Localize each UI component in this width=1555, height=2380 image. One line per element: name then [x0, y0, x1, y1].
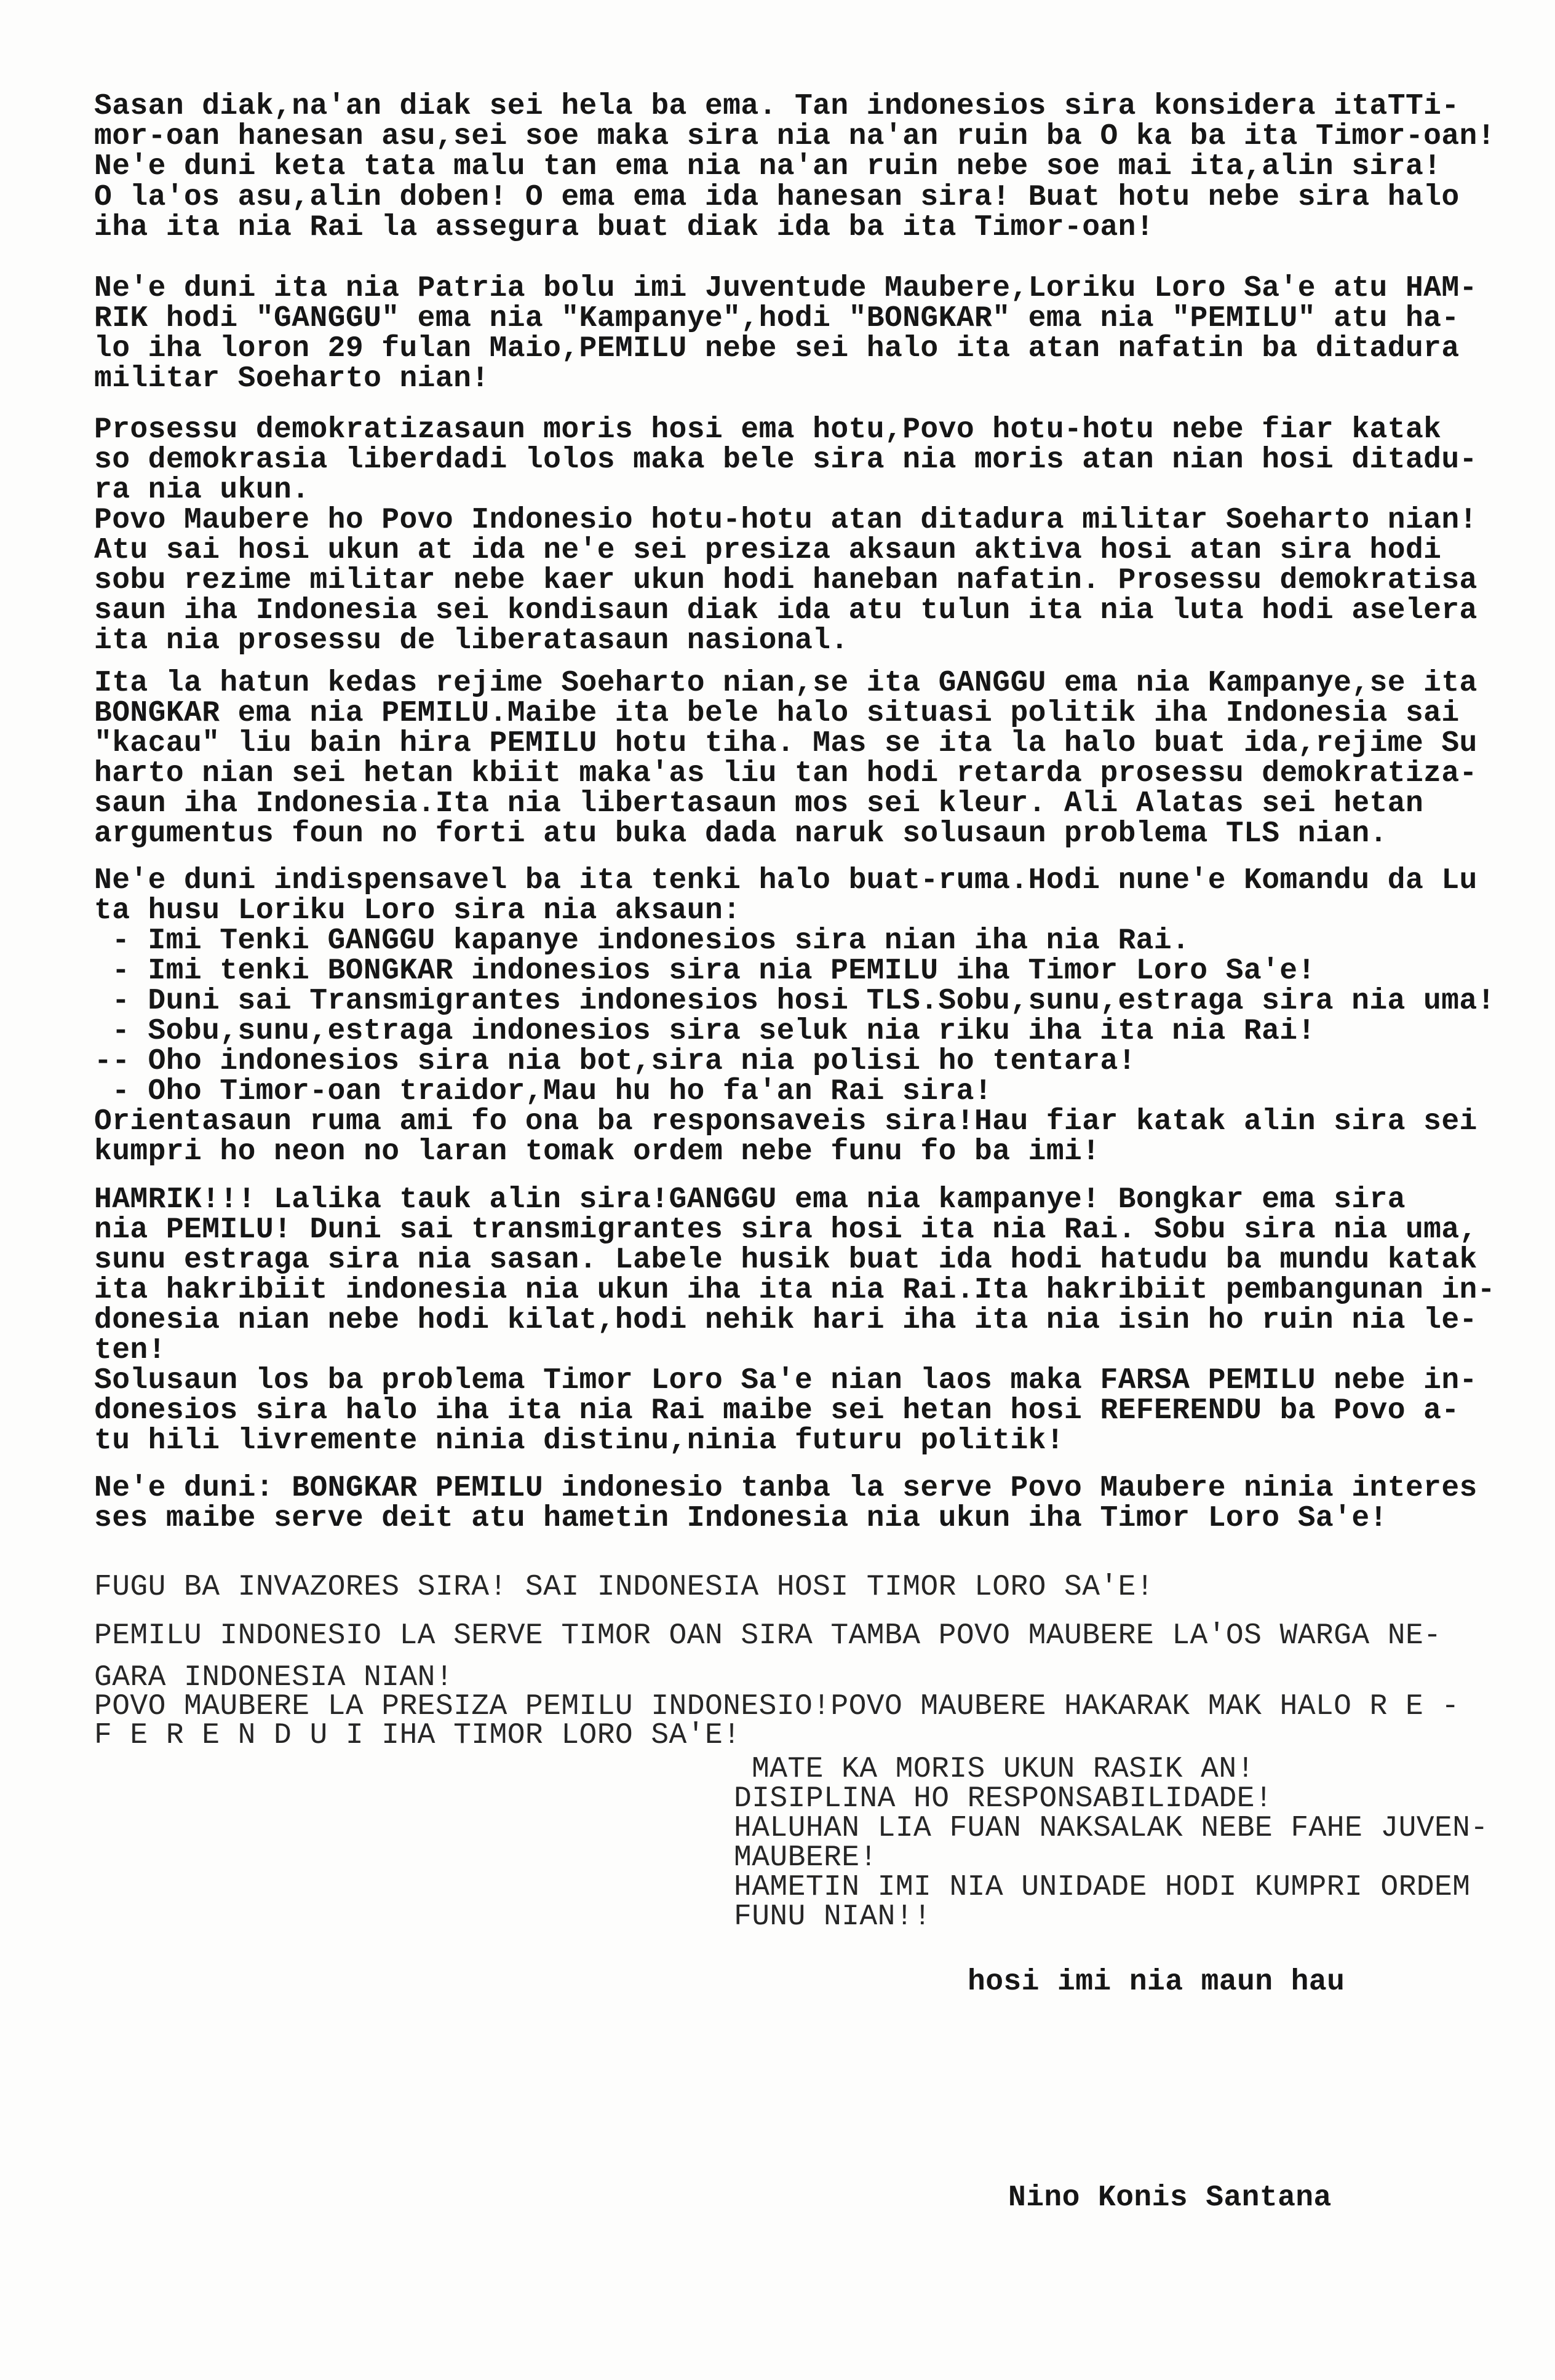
text-line: ten! [94, 1334, 166, 1367]
text-line: donesia nian nebe hodi kilat,hodi nehik hari iha ita nia isin ho ruin nia le- [94, 1304, 1477, 1337]
slogan-block-1 [94, 1573, 1154, 1603]
slogan-line: F E R E N D U I IHA TIMOR LORO SA'E! [94, 1719, 741, 1752]
paragraph-6 [94, 866, 1495, 1167]
text-line: harto nian sei hetan kbiit maka'as liu tan hodi retarda prosessu demokratiza- [94, 757, 1477, 790]
closing-slogan: HALUHAN LIA FUAN NAKSALAK NEBE FAHE JUVEN- [734, 1812, 1489, 1845]
text-line: Ne'e duni indispensavel ba ita tenki halo buat-ruma.Hodi nune'e Komandu da Lu [94, 864, 1477, 897]
text-line: ta husu Loriku Loro sira nia aksaun: [94, 894, 741, 927]
text-line: Ne'e duni: BONGKAR PEMILU indonesio tanba la serve Povo Maubere ninia interes [94, 1472, 1477, 1505]
slogan-line: GARA INDONESIA NIAN! [94, 1661, 454, 1694]
text-line: RIK hodi "GANGGU" ema nia "Kampanye",hodi "BONGKAR" ema nia "PEMILU" atu ha- [94, 302, 1460, 335]
paragraph-5 [94, 668, 1477, 849]
text-line: iha ita nia Rai la assegura buat diak ida ba ita Timor-oan! [94, 211, 1155, 244]
text-line: ra nia ukun. [94, 474, 310, 507]
text-line: argumentus foun no forti atu buka dada naruk solusaun problema TLS nian. [94, 817, 1388, 851]
text-line: ita nia prosessu de liberatasaun nasional. [94, 624, 849, 657]
text-line: tu hili livremente ninia distinu,ninia futuru politik! [94, 1424, 1065, 1458]
closing-slogan: MAUBERE! [734, 1841, 878, 1874]
text-line: Sasan diak,na'an diak sei hela ba ema. Tan indonesios sira konsidera itaTTi- [94, 90, 1460, 123]
text-line: donesios sira halo iha ita nia Rai maibe sei hetan hosi REFERENDU ba Povo a- [94, 1394, 1460, 1427]
text-line: "kacau" liu bain hira PEMILU hotu tiha. Mas se ita la halo buat ida,rejime Su [94, 727, 1477, 760]
slogan-block-3 [94, 1661, 1460, 1752]
text-line: nia PEMILU! Duni sai transmigrantes sira hosi ita nia Rai. Sobu sira nia uma, [94, 1213, 1477, 1247]
closing-slogans [734, 1755, 1489, 1932]
text-line: Ne'e duni ita nia Patria bolu imi Juventude Maubere,Loriku Loro Sa'e atu HAM- [94, 272, 1477, 305]
action-item: - Oho Timor-oan traidor,Mau hu ho fa'an Rai sira! [112, 1075, 993, 1108]
action-item: -- Oho indonesios sira nia bot,sira nia polisi ho tentara! [94, 1045, 1136, 1078]
text-line: HAMRIK!!! Lalika tauk alin sira!GANGGU ema nia kampanye! Bongkar ema sira [94, 1183, 1406, 1216]
paragraph-1 [94, 92, 1495, 182]
text-line: ses maibe serve deit atu hametin Indonesia nia ukun iha Timor Loro Sa'e! [94, 1502, 1388, 1535]
action-item: - Imi Tenki GANGGU kapanye indonesios sira nian iha nia Rai. [112, 924, 1190, 958]
text-line: so demokrasia liberdadi lolos maka bele sira nia moris atan nian hosi ditadu- [94, 443, 1477, 477]
text-line: mor-oan hanesan asu,sei soe maka sira nia na'an ruin ba O ka ba ita Timor-oan! [94, 120, 1495, 153]
paragraph-7 [94, 1185, 1495, 1456]
closing-slogan: FUNU NIAN!! [734, 1900, 932, 1934]
action-item: - Sobu,sunu,estraga indonesios sira seluk nia riku iha ita nia Rai! [112, 1015, 1316, 1048]
text-line: ita hakribiit indonesia nia ukun iha ita nia Rai.Ita hakribiit pembangunan in- [94, 1274, 1495, 1307]
slogan-line: POVO MAUBERE LA PRESIZA PEMILU INDONESIO!POVO MAUBERE HAKARAK MAK HALO R E - [94, 1690, 1460, 1723]
closing-slogan: DISIPLINA HO RESPONSABILIDADE! [734, 1782, 1273, 1815]
text-line: Povo Maubere ho Povo Indonesio hotu-hotu atan ditadura militar Soeharto nian! [94, 504, 1477, 537]
text-line: sobu rezime militar nebe kaer ukun hodi haneban nafatin. Prosessu demokratisa [94, 564, 1477, 597]
closing-slogan: HAMETIN IMI NIA UNIDADE HODI KUMPRI ORDEM [734, 1871, 1471, 1904]
slogan-line: FUGU BA INVAZORES SIRA! SAI INDONESIA HOSI TIMOR LORO SA'E! [94, 1571, 1155, 1604]
text-line: saun iha Indonesia.Ita nia libertasaun mos sei kleur. Ali Alatas sei hetan [94, 787, 1424, 820]
text-line: Orientasaun ruma ami fo ona ba responsaveis sira!Hau fiar katak alin sira sei [94, 1105, 1477, 1138]
text-line: BONGKAR ema nia PEMILU.Maibe ita bele halo situasi politik iha Indonesia sai [94, 697, 1460, 730]
signature [1008, 2183, 1332, 2213]
closing-slogan: MATE KA MORIS UKUN RASIK AN! [752, 1753, 1255, 1786]
text-line: sunu estraga sira nia sasan. Labele husik buat ida hodi hatudu ba mundu katak [94, 1244, 1477, 1277]
paragraph-8 [94, 1474, 1477, 1534]
paragraph-4 [94, 415, 1477, 656]
text-line: lo iha loron 29 fulan Maio,PEMILU nebe sei halo ita atan nafatin ba ditadura [94, 332, 1460, 365]
sign-off-text: hosi imi nia maun hau [968, 1965, 1345, 1999]
text-line: Atu sai hosi ukun at ida ne'e sei presiza aksaun aktiva hosi atan sira hodi [94, 534, 1442, 567]
paragraph-3 [94, 274, 1477, 394]
text-line: Solusaun los ba problema Timor Loro Sa'e nian laos maka FARSA PEMILU nebe in- [94, 1364, 1477, 1397]
slogan-block-2 [94, 1621, 1441, 1651]
text-line: Ne'e duni keta tata malu tan ema nia na'an ruin nebe soe mai ita,alin sira! [94, 150, 1442, 183]
signature-name: Nino Konis Santana [1008, 2181, 1332, 2215]
text-line: kumpri ho neon no laran tomak ordem nebe funu fo ba imi! [94, 1135, 1100, 1168]
paragraph-2 [94, 183, 1460, 243]
text-line: Ita la hatun kedas rejime Soeharto nian,se ita GANGGU ema nia Kampanye,se ita [94, 667, 1477, 700]
slogan-line: PEMILU INDONESIO LA SERVE TIMOR OAN SIRA TAMBA POVO MAUBERE LA'OS WARGA NE- [94, 1619, 1442, 1652]
text-line: militar Soeharto nian! [94, 362, 490, 395]
action-item: - Duni sai Transmigrantes indonesios hosi TLS.Sobu,sunu,estraga sira nia uma! [112, 985, 1495, 1018]
action-item: - Imi tenki BONGKAR indonesios sira nia PEMILU iha Timor Loro Sa'e! [112, 954, 1316, 988]
sign-off [968, 1967, 1345, 1997]
text-line: Prosessu demokratizasaun moris hosi ema hotu,Povo hotu-hotu nebe fiar katak [94, 413, 1442, 446]
text-line: O la'os asu,alin doben! O ema ema ida hanesan sira! Buat hotu nebe sira halo [94, 181, 1460, 214]
text-line: saun iha Indonesia sei kondisaun diak ida atu tulun ita nia luta hodi aselera [94, 594, 1477, 627]
